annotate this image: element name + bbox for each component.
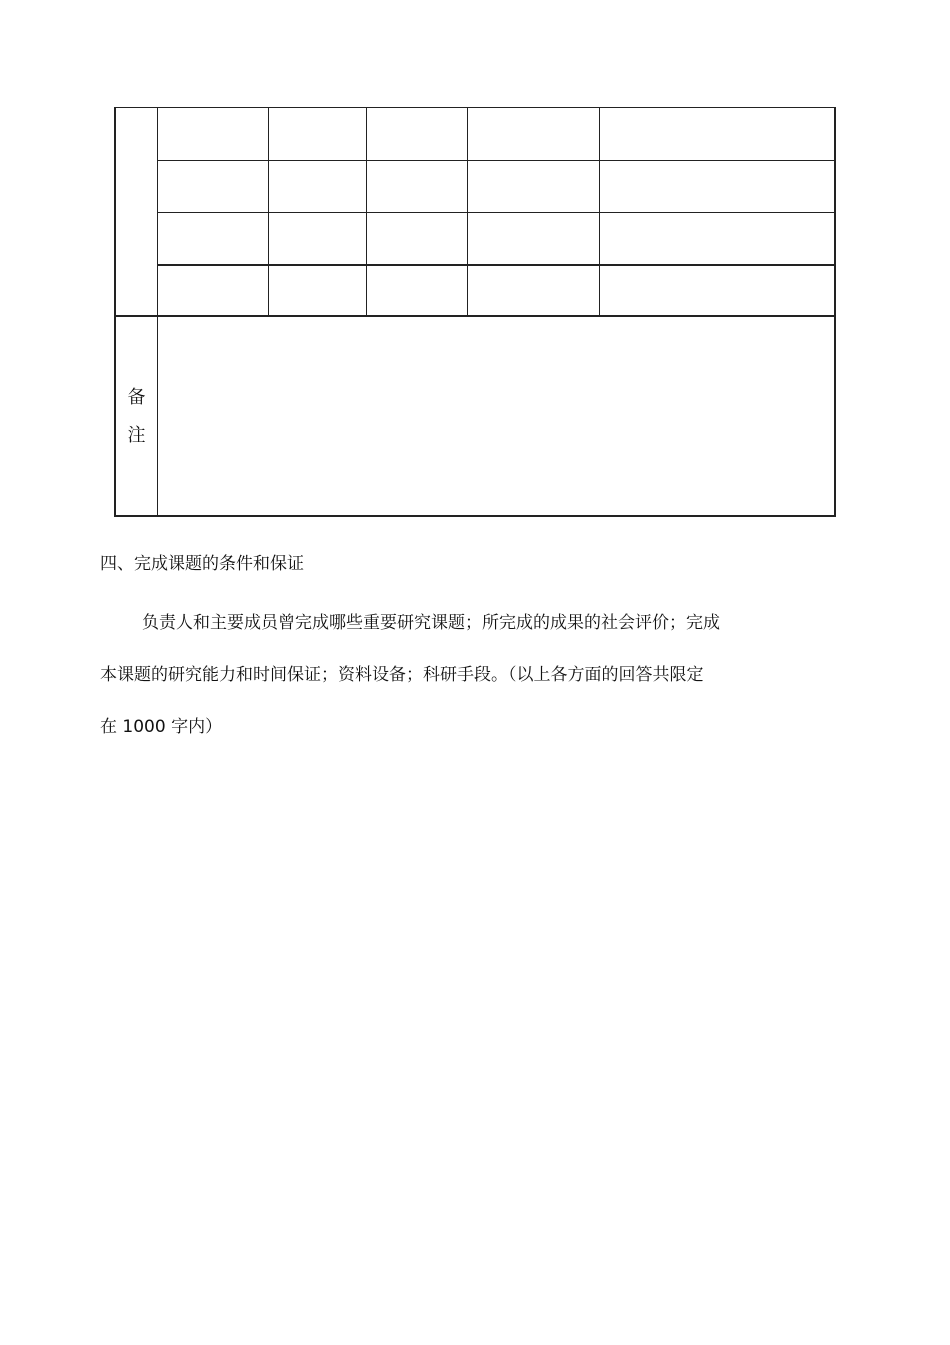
table-cell[interactable] [600, 266, 836, 315]
table-cell[interactable] [600, 213, 836, 264]
remark-label-char: 注 [127, 424, 146, 446]
remark-content-cell[interactable] [159, 317, 836, 516]
table-cell[interactable] [269, 161, 366, 212]
table-cell[interactable] [468, 213, 599, 264]
body-line: 负责人和主要成员曾完成哪些重要研究课题；所完成的成果的社会评价；完成 [142, 613, 720, 633]
table-cell[interactable] [367, 213, 467, 264]
table-cell[interactable] [468, 108, 599, 160]
table-cell[interactable] [600, 161, 836, 212]
body-line: 在 1000 字内） [100, 717, 223, 737]
section-heading: 四、完成课题的条件和保证 [100, 554, 304, 574]
section-body [100, 610, 790, 766]
table-cell[interactable] [158, 161, 268, 212]
table-cell[interactable] [367, 161, 467, 212]
table-cell[interactable] [269, 108, 366, 160]
remark-label-char: 备 [127, 386, 146, 408]
table-cell[interactable] [367, 108, 467, 160]
table-cell[interactable] [269, 213, 366, 264]
table-cell[interactable] [158, 213, 268, 264]
table-cell[interactable] [269, 266, 366, 315]
remark-label [116, 317, 157, 516]
table-cell[interactable] [600, 108, 836, 160]
table-cell[interactable] [158, 266, 268, 315]
body-line: 本课题的研究能力和时间保证；资料设备；科研手段。（以上各方面的回答共限定 [100, 665, 704, 685]
table-cell[interactable] [468, 161, 599, 212]
table-cell[interactable] [468, 266, 599, 315]
form-table [114, 107, 836, 517]
table-cell[interactable] [367, 266, 467, 315]
table-cell[interactable] [158, 108, 268, 160]
